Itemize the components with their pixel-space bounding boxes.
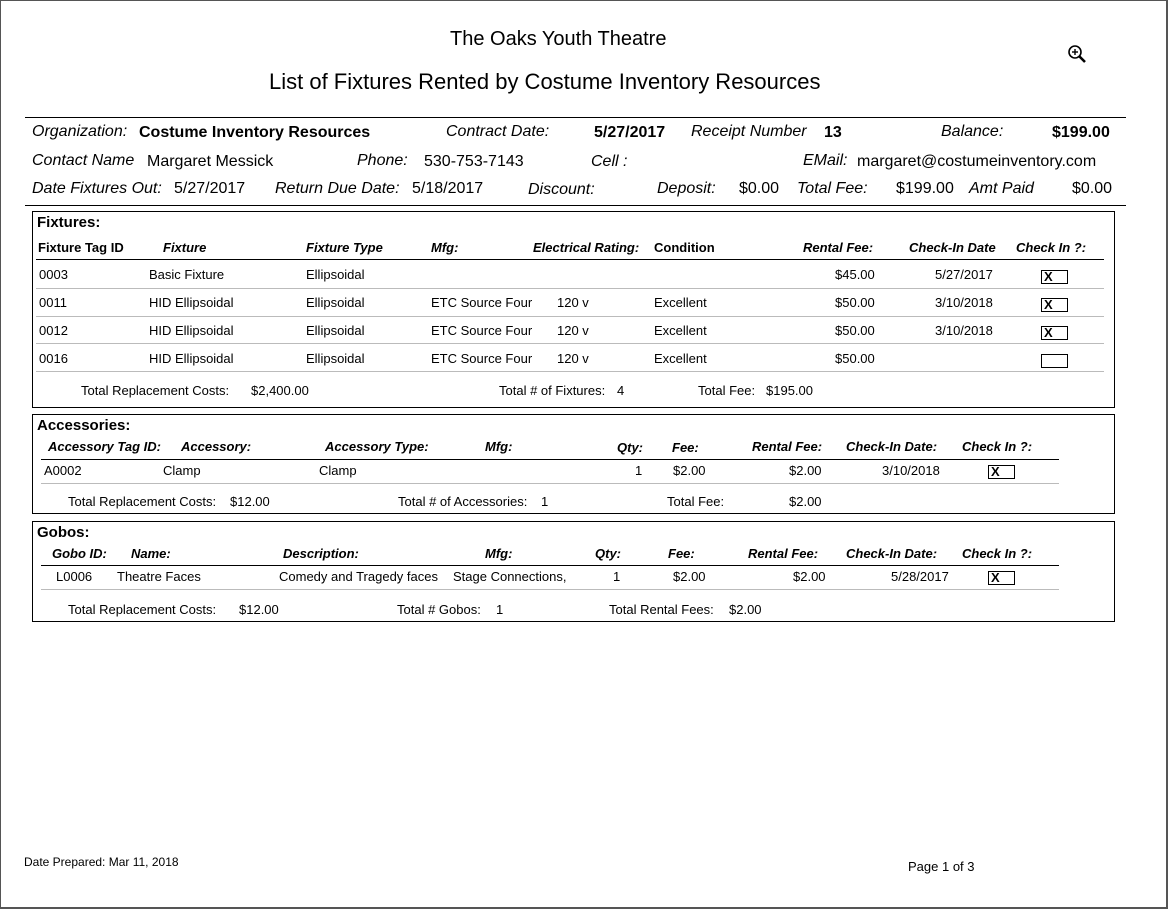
checked-in-checkbox[interactable]: X <box>988 571 1015 585</box>
gobo-description: Comedy and Tragedy faces <box>279 569 438 584</box>
gobos-col-rental-fee: Rental Fee: <box>748 546 819 561</box>
page-indicator: Page 1 of 3 <box>908 859 975 874</box>
row-divider <box>36 288 1104 289</box>
gobo-checkin-date: 5/28/2017 <box>891 569 949 584</box>
header-top-rule <box>25 117 1126 118</box>
fixture-checkin-date: 3/10/2018 <box>935 323 993 338</box>
accessories-col-fee: Fee: <box>672 440 699 455</box>
gobo-id: L0006 <box>56 569 93 584</box>
receipt-number-value: 13 <box>824 124 842 141</box>
header-bottom-rule <box>25 205 1126 206</box>
fixture-checkin-date: 3/10/2018 <box>935 295 993 310</box>
fixture-tag: 0011 <box>39 295 67 310</box>
fixtures-total-replacement-value: $2,400.00 <box>251 383 309 398</box>
checked-in-checkbox[interactable] <box>1041 354 1068 368</box>
accessory-type: Clamp <box>319 463 357 478</box>
gobos-col-checked-in: Check In ?: <box>962 546 1033 561</box>
fixture-rating: 120 v <box>557 323 589 338</box>
fixture-tag: 0012 <box>39 323 68 338</box>
accessory-name: Clamp <box>163 463 201 478</box>
fixtures-col-fixture: Fixture <box>163 240 207 255</box>
fixture-mfg: ETC Source Four <box>431 351 533 366</box>
deposit-label: Deposit: <box>657 180 716 197</box>
contract-date-value: 5/27/2017 <box>594 124 666 141</box>
gobos-total-fee-value: $2.00 <box>729 602 762 617</box>
accessories-total-fee-label: Total Fee: <box>667 494 725 509</box>
fixture-condition: Excellent <box>654 295 707 310</box>
fixture-rating: 120 v <box>557 351 589 366</box>
cell-label: Cell : <box>591 153 628 170</box>
fixture-rental-fee: $45.00 <box>835 267 875 282</box>
amount-paid-value: $0.00 <box>1072 180 1113 197</box>
fixture-rating: 120 v <box>557 295 589 310</box>
gobos-total-count-value: 1 <box>496 602 504 617</box>
fixtures-total-count-value: 4 <box>617 383 625 398</box>
fixtures-header-rule <box>36 259 1104 260</box>
accessories-total-replacement-label: Total Replacement Costs: <box>68 494 217 509</box>
fixtures-col-type: Fixture Type <box>306 240 383 255</box>
fixture-type: Ellipsoidal <box>306 295 365 310</box>
fixture-type: Ellipsoidal <box>306 351 365 366</box>
row-divider <box>36 371 1104 372</box>
email-value: margaret@costumeinventory.com <box>857 153 1097 170</box>
fixtures-col-rating: Electrical Rating: <box>533 240 640 255</box>
email-label: EMail: <box>803 152 848 169</box>
accessory-fee: $2.00 <box>673 463 706 478</box>
gobo-rental-fee: $2.00 <box>793 569 826 584</box>
gobo-qty: 1 <box>613 569 621 584</box>
gobos-total-count-label: Total # Gobos: <box>397 602 481 617</box>
accessory-rental-fee: $2.00 <box>789 463 822 478</box>
fixtures-total-replacement-label: Total Replacement Costs: <box>81 383 230 398</box>
fixture-rental-fee: $50.00 <box>835 295 875 310</box>
fixture-name: HID Ellipsoidal <box>149 323 234 338</box>
receipt-number-label: Receipt Number <box>691 123 807 140</box>
accessories-col-rental-fee: Rental Fee: <box>752 439 823 454</box>
fixture-rental-fee: $50.00 <box>835 351 875 366</box>
fixtures-col-mfg: Mfg: <box>431 240 459 255</box>
row-divider <box>41 589 1059 590</box>
gobos-col-qty: Qty: <box>595 546 621 561</box>
accessory-checkin-date: 3/10/2018 <box>882 463 940 478</box>
contact-name-label: Contact Name <box>32 152 135 169</box>
contact-name-value: Margaret Messick <box>147 153 274 170</box>
row-divider <box>41 483 1059 484</box>
row-divider <box>36 316 1104 317</box>
fixture-rental-fee: $50.00 <box>835 323 875 338</box>
fixtures-col-tag: Fixture Tag ID <box>38 240 124 255</box>
fixtures-col-rental-fee: Rental Fee: <box>803 240 874 255</box>
fixture-mfg: ETC Source Four <box>431 295 533 310</box>
fixture-condition: Excellent <box>654 351 707 366</box>
accessory-qty: 1 <box>635 463 643 478</box>
gobo-mfg: Stage Connections, <box>453 569 567 584</box>
date-out-value: 5/27/2017 <box>174 180 246 197</box>
due-date-label: Return Due Date: <box>275 180 400 197</box>
gobos-col-name: Name: <box>131 546 171 561</box>
accessories-total-count-value: 1 <box>541 494 549 509</box>
fixture-name: HID Ellipsoidal <box>149 351 234 366</box>
date-out-label: Date Fixtures Out: <box>32 180 162 197</box>
gobos-header-rule <box>41 565 1059 566</box>
accessories-col-checkin-date: Check-In Date: <box>846 439 938 454</box>
accessories-total-replacement-value: $12.00 <box>230 494 270 509</box>
phone-value: 530-753-7143 <box>424 153 524 170</box>
total-fee-label: Total Fee: <box>797 180 868 197</box>
accessories-total-count-label: Total # of Accessories: <box>398 494 528 509</box>
gobos-col-checkin-date: Check-In Date: <box>846 546 938 561</box>
checked-in-checkbox[interactable]: X <box>1041 270 1068 284</box>
organization-value: Costume Inventory Resources <box>139 124 371 141</box>
fixture-name: HID Ellipsoidal <box>149 295 234 310</box>
gobo-fee: $2.00 <box>673 569 706 584</box>
gobos-col-id: Gobo ID: <box>52 546 107 561</box>
accessories-col-tag: Accessory Tag ID: <box>48 439 161 454</box>
fixtures-total-count-label: Total # of Fixtures: <box>499 383 606 398</box>
fixture-tag: 0003 <box>39 267 68 282</box>
accessories-col-qty: Qty: <box>617 440 643 455</box>
discount-label: Discount: <box>528 181 595 198</box>
gobos-col-description: Description: <box>283 546 359 561</box>
balance-value: $199.00 <box>1052 124 1110 141</box>
fixtures-total-fee-label: Total Fee: <box>698 383 756 398</box>
amount-paid-label: Amt Paid <box>969 180 1034 197</box>
accessory-tag: A0002 <box>44 463 82 478</box>
checked-in-checkbox[interactable]: X <box>1041 326 1068 340</box>
contract-date-label: Contract Date: <box>446 123 550 140</box>
balance-label: Balance: <box>941 123 1004 140</box>
fixtures-total-fee-value: $195.00 <box>766 383 813 398</box>
due-date-value: 5/18/2017 <box>412 180 484 197</box>
fixture-name: Basic Fixture <box>149 267 225 282</box>
zoom-in-icon[interactable] <box>1067 44 1087 64</box>
accessories-col-checked-in: Check In ?: <box>962 439 1033 454</box>
accessories-header-rule <box>41 459 1059 460</box>
accessories-total-fee-value: $2.00 <box>789 494 822 509</box>
fixture-mfg: ETC Source Four <box>431 323 533 338</box>
checked-in-checkbox[interactable]: X <box>1041 298 1068 312</box>
fixture-type: Ellipsoidal <box>306 267 365 282</box>
report-title: List of Fixtures Rented by Costume Inventory Resources <box>269 69 821 94</box>
gobo-name: Theatre Faces <box>117 569 201 584</box>
organization-label: Organization: <box>32 123 128 140</box>
row-divider <box>36 343 1104 344</box>
gobos-col-fee: Fee: <box>668 546 695 561</box>
total-fee-value: $199.00 <box>896 180 954 197</box>
gobos-title: Gobos: <box>37 524 90 541</box>
gobos-total-replacement-label: Total Replacement Costs: <box>68 602 217 617</box>
fixture-type: Ellipsoidal <box>306 323 365 338</box>
fixtures-col-checkin-date: Check-In Date <box>909 240 996 255</box>
fixtures-col-condition: Condition <box>654 240 715 255</box>
gobos-col-mfg: Mfg: <box>485 546 513 561</box>
gobos-total-replacement-value: $12.00 <box>239 602 279 617</box>
fixtures-col-checked-in: Check In ?: <box>1016 240 1087 255</box>
fixtures-title: Fixtures: <box>37 214 101 231</box>
deposit-value: $0.00 <box>739 180 780 197</box>
accessories-title: Accessories: <box>37 417 131 434</box>
organization-title: The Oaks Youth Theatre <box>450 28 667 50</box>
accessories-col-mfg: Mfg: <box>485 439 513 454</box>
accessories-col-accessory: Accessory: <box>181 439 252 454</box>
fixture-condition: Excellent <box>654 323 707 338</box>
fixture-checkin-date: 5/27/2017 <box>935 267 993 282</box>
gobos-total-fee-label: Total Rental Fees: <box>609 602 714 617</box>
fixture-tag: 0016 <box>39 351 68 366</box>
checked-in-checkbox[interactable]: X <box>988 465 1015 479</box>
date-prepared: Date Prepared: Mar 11, 2018 <box>24 855 179 869</box>
accessories-col-type: Accessory Type: <box>325 439 429 454</box>
phone-label: Phone: <box>357 152 408 169</box>
